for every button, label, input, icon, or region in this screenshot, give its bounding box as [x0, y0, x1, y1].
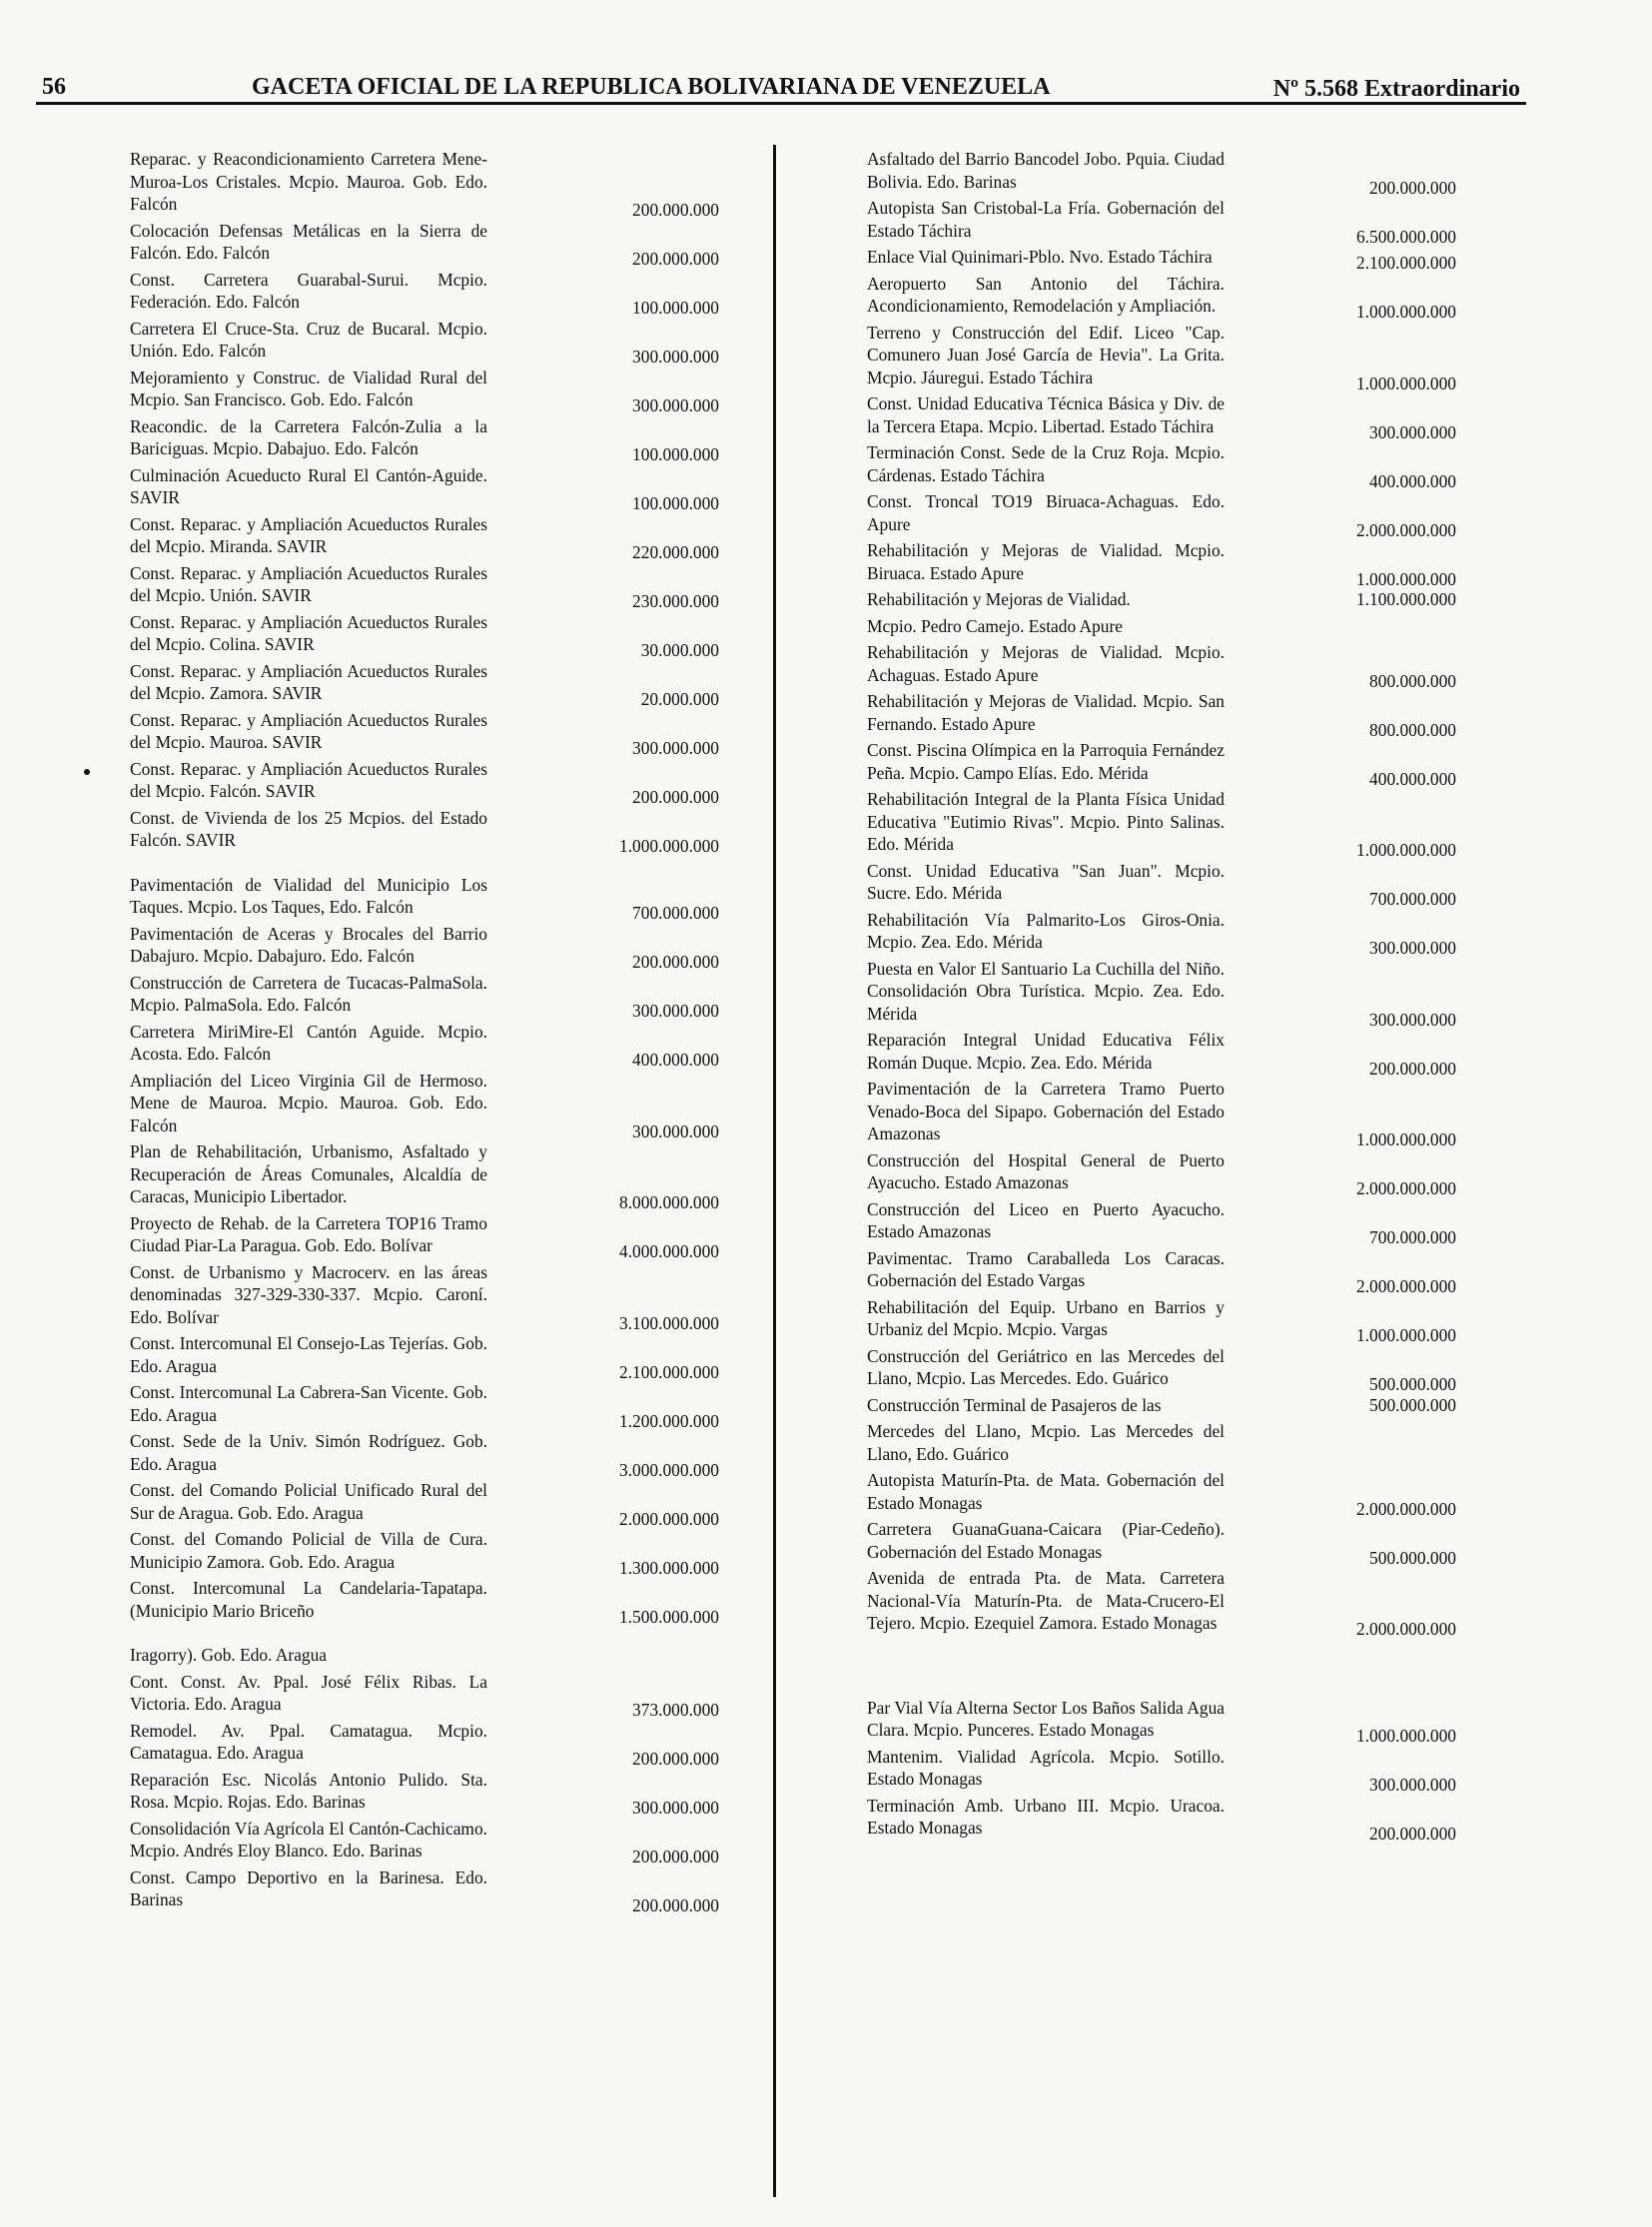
entry-amount: 2.100.000.000 [619, 1361, 719, 1382]
column-divider [773, 145, 776, 2197]
entry-description: Const. Reparac. y Ampliación Acueductos Rurales del Mcpio. Zamora. SAVIR [130, 660, 487, 703]
entry-amount: 300.000.000 [1369, 1775, 1456, 1795]
margin-mark [84, 769, 90, 775]
entry-amount: 20.000.000 [640, 689, 719, 709]
entry-description: Const. del Comando Policial Unificado Rural del Sur de Aragua. Gob. Edo. Aragua [130, 1480, 487, 1523]
budget-entry [130, 148, 719, 220]
entry-amount: 3.100.000.000 [619, 1312, 719, 1333]
budget-entry [130, 1528, 719, 1578]
budget-entry [130, 1769, 719, 1818]
entry-description: Terminación Const. Sede de la Cruz Roja. Mcpio. Cárdenas. Estado Táchira [867, 442, 1225, 485]
entry-amount: 300.000.000 [632, 347, 719, 367]
entry-amount: 1.000.000.000 [619, 836, 719, 856]
entry-amount: 200.000.000 [1369, 177, 1456, 198]
right-column [867, 148, 1456, 1844]
entry-amount: 700.000.000 [632, 903, 719, 923]
entry-description: Rehabilitación Vía Palmarito-Los Giros-Onia. Mcpio. Zea. Edo. Mérida [867, 909, 1225, 952]
publication-title: GACETA OFICIAL DE LA REPUBLICA BOLIVARIANA DE VENEZUELA [252, 74, 1051, 100]
page-number: 56 [42, 74, 66, 100]
entry-description: Const. de Vivienda de los 25 Mcpios. del Estado Falcón. SAVIR [130, 807, 487, 850]
entry-amount: 100.000.000 [632, 493, 719, 513]
entry-amount: 1.100.000.000 [1356, 589, 1456, 609]
budget-entry [130, 1866, 719, 1915]
entry-description: Const. Unidad Educativa "San Juan". Mcpio. Sucre. Edo. Mérida [867, 860, 1225, 903]
entry-description: Plan de Rehabilitación, Urbanismo, Asfaltado y Recuperación de Áreas Comunales, Alcaldía de Caracas, Municipio Libertador. [130, 1141, 487, 1206]
entry-amount: 2.000.000.000 [1356, 1498, 1456, 1519]
entry-amount: 200.000.000 [632, 1749, 719, 1769]
budget-entry [130, 874, 719, 923]
entry-amount: 2.000.000.000 [1356, 1276, 1456, 1296]
budget-entry [867, 615, 1456, 638]
budget-entry [867, 1149, 1456, 1198]
budget-entry [867, 641, 1456, 691]
entry-amount: 1.200.000.000 [619, 1410, 719, 1431]
issue-number: Nº 5.568 Extraordinario [1272, 76, 1520, 102]
entry-description: Carretera GuanaGuana-Caicara (Piar-Cedeño). Gobernación del Estado Monagas [867, 1519, 1225, 1562]
entry-amount: 400.000.000 [1369, 768, 1456, 789]
budget-entry [867, 958, 1456, 1030]
entry-description: Construcción Terminal de Pasajeros de las [867, 1394, 1162, 1415]
budget-entry [867, 1469, 1456, 1519]
entry-amount: 2.000.000.000 [619, 1508, 719, 1529]
entry-amount: 300.000.000 [1369, 421, 1456, 442]
budget-entry [867, 1567, 1456, 1639]
entry-amount: 100.000.000 [632, 298, 719, 318]
budget-entry [867, 1345, 1456, 1394]
entry-description: Rehabilitación y Mejoras de Vialidad. Mcpio. Biruaca. Estado Apure [867, 540, 1225, 583]
budget-entry [130, 1644, 719, 1667]
entry-description: Rehabilitación Integral de la Planta Física Unidad Educativa "Eutimio Rivas". Mcpio. Pinto Salinas. Edo. Mérida [867, 789, 1225, 854]
entry-amount: 1.000.000.000 [1356, 302, 1456, 322]
budget-entry [867, 860, 1456, 909]
entry-description: Const. Intercomunal El Consejo-Las Tejerías. Gob. Edo. Aragua [130, 1333, 487, 1376]
entry-amount: 200.000.000 [632, 952, 719, 972]
budget-entry [130, 1212, 719, 1261]
entry-description: Const. del Comando Policial de Villa de Cura. Municipio Zamora. Gob. Edo. Aragua [130, 1529, 487, 1572]
entry-amount: 300.000.000 [1369, 938, 1456, 958]
budget-entry [130, 1479, 719, 1529]
entry-amount: 500.000.000 [1369, 1547, 1456, 1568]
entry-amount: 1.300.000.000 [619, 1557, 719, 1578]
budget-entry [130, 611, 719, 660]
budget-entry [867, 1420, 1456, 1465]
entry-description: Aeropuerto San Antonio del Táchira. Acondicionamiento, Remodelación y Ampliación. [867, 273, 1225, 316]
entry-amount: 2.000.000.000 [1356, 1178, 1456, 1198]
entry-amount: 400.000.000 [1369, 470, 1456, 491]
budget-entry [867, 1394, 1456, 1417]
entry-description: Construcción del Hospital General de Puerto Ayacucho. Estado Amazonas [867, 1149, 1225, 1192]
entry-description: Pavimentación de Vialidad del Municipio Los Taques. Mcpio. Los Taques, Edo. Falcón [130, 874, 487, 917]
entry-description: Const. Reparac. y Ampliación Acueductos Rurales del Mcpio. Falcón. SAVIR [130, 758, 487, 801]
entry-amount: 2.000.000.000 [1356, 519, 1456, 540]
budget-entry [867, 588, 1456, 611]
entry-amount: 200.000.000 [1369, 1058, 1456, 1079]
entry-amount: 700.000.000 [1369, 1227, 1456, 1247]
budget-entry [130, 923, 719, 972]
entry-description: Par Vial Vía Alterna Sector Los Baños Salida Agua Clara. Mcpio. Punceres. Estado Monagas [867, 1697, 1225, 1740]
budget-entry [130, 269, 719, 318]
entry-description: Pavimentación de la Carretera Tramo Puerto Venado-Boca del Sipapo. Gobernación del Estado Amazonas [867, 1079, 1225, 1143]
entry-description: Proyecto de Rehab. de la Carretera TOP16 Tramo Ciudad Piar-La Paragua. Gob. Edo. Bolívar [130, 1212, 487, 1255]
entry-amount: 4.000.000.000 [619, 1241, 719, 1261]
entry-amount: 1.000.000.000 [1356, 1129, 1456, 1149]
entry-description: Const. Intercomunal La Cabrera-San Vicente. Gob. Edo. Aragua [130, 1382, 487, 1425]
budget-entry [130, 1021, 719, 1070]
entry-description: Asfaltado del Barrio Bancodel Jobo. Pquia. Ciudad Bolivia. Edo. Barinas [867, 149, 1225, 192]
entry-description: Reparac. y Reacondicionamiento Carretera Mene-Muroa-Los Cristales. Mcpio. Mauroa. Gob. Edo. Falcón [130, 149, 487, 214]
budget-entry [867, 539, 1456, 589]
entry-amount: 400.000.000 [632, 1050, 719, 1070]
budget-entry [867, 788, 1456, 860]
budget-entry [867, 148, 1456, 198]
entry-amount: 300.000.000 [632, 1798, 719, 1818]
entry-amount: 300.000.000 [632, 738, 719, 758]
budget-entry [130, 709, 719, 758]
budget-entry [867, 1697, 1456, 1746]
left-column [130, 148, 719, 1915]
entry-description: Avenida de entrada Pta. de Mata. Carretera Nacional-Vía Maturín-Pta. de Mata-Crucero-El Tejero. Mcpio. Ezequiel Zamora. Estado Monagas [867, 1568, 1225, 1633]
budget-entry [130, 318, 719, 367]
entry-amount: 200.000.000 [632, 1895, 719, 1915]
budget-entry [130, 758, 719, 807]
budget-entry [130, 1430, 719, 1480]
entry-description: Carretera MiriMire-El Cantón Aguide. Mcpio. Acosta. Edo. Falcón [130, 1021, 487, 1064]
budget-entry [130, 562, 719, 611]
budget-entry [867, 909, 1456, 958]
budget-entry [130, 1140, 719, 1212]
budget-entry [130, 367, 719, 415]
budget-entry [867, 690, 1456, 740]
entry-amount: 200.000.000 [632, 249, 719, 269]
entry-description: Iragorry). Gob. Edo. Aragua [130, 1645, 328, 1665]
entry-amount: 1.000.000.000 [1356, 1726, 1456, 1746]
entry-description: Const. Sede de la Univ. Simón Rodríguez. Gob. Edo. Aragua [130, 1431, 487, 1474]
entry-description: Rehabilitación y Mejoras de Vialidad. Mcpio. San Fernando. Estado Apure [867, 691, 1225, 734]
header-rule [36, 102, 1526, 105]
entry-amount: 200.000.000 [1369, 1824, 1456, 1844]
budget-entry [130, 1818, 719, 1866]
entry-description: Terreno y Construcción del Edif. Liceo "Cap. Comunero Juan José García de Hevia". La Grita. Mcpio. Jáuregui. Estado Táchira [867, 322, 1225, 387]
budget-entry [130, 513, 719, 562]
entry-description: Autopista Maturín-Pta. de Mata. Gobernación del Estado Monagas [867, 1470, 1225, 1513]
entry-description: Reparación Esc. Nicolás Antonio Pulido. Sta. Rosa. Mcpio. Rojas. Edo. Barinas [130, 1769, 487, 1812]
budget-entry [867, 1746, 1456, 1795]
entry-description: Mantenim. Vialidad Agrícola. Mcpio. Sotillo. Estado Monagas [867, 1746, 1225, 1789]
entry-description: Terminación Amb. Urbano III. Mcpio. Uracoa. Estado Monagas [867, 1795, 1225, 1838]
entry-description: Ampliación del Liceo Virginia Gil de Hermoso. Mene de Mauroa. Mcpio. Mauroa. Gob. Edo. Falcón [130, 1070, 487, 1135]
budget-entry [130, 972, 719, 1021]
budget-entry [130, 1070, 719, 1141]
budget-entry [130, 415, 719, 464]
entry-amount: 800.000.000 [1369, 719, 1456, 740]
entry-amount: 1.000.000.000 [1356, 568, 1456, 589]
budget-entry [867, 1296, 1456, 1345]
entry-description: Reparación Integral Unidad Educativa Félix Román Duque. Mcpio. Zea. Edo. Mérida [867, 1030, 1225, 1073]
entry-description: Rehabilitación y Mejoras de Vialidad. Mcpio. Achaguas. Estado Apure [867, 642, 1225, 685]
entry-description: Mejoramiento y Construc. de Vialidad Rural del Mcpio. San Francisco. Gob. Edo. Falcón [130, 367, 487, 409]
entry-description: Construcción del Liceo en Puerto Ayacucho. Estado Amazonas [867, 1198, 1225, 1241]
budget-entry [867, 246, 1456, 273]
budget-entry [130, 660, 719, 709]
entry-amount: 1.000.000.000 [1356, 840, 1456, 860]
budget-entry [130, 1261, 719, 1333]
entry-description: Carretera El Cruce-Sta. Cruz de Bucaral. Mcpio. Unión. Edo. Falcón [130, 318, 487, 361]
entry-amount: 700.000.000 [1369, 889, 1456, 909]
entry-description: Construcción del Geriátrico en las Mercedes del Llano, Mcpio. Las Mercedes. Edo. Guárico [867, 1345, 1225, 1388]
entry-description: Const. Troncal TO19 Biruaca-Achaguas. Edo. Apure [867, 491, 1225, 534]
budget-entry [867, 1078, 1456, 1149]
budget-entry [867, 739, 1456, 789]
entry-description: Rehabilitación y Mejoras de Vialidad. [867, 589, 1131, 609]
entry-description: Colocación Defensas Metálicas en la Sierra de Falcón. Edo. Falcón [130, 220, 487, 263]
budget-entry [867, 322, 1456, 393]
budget-entry [867, 392, 1456, 442]
budget-entry [130, 464, 719, 513]
entry-description: Cont. Const. Av. Ppal. José Félix Ribas. La Victoria. Edo. Aragua [130, 1671, 487, 1714]
budget-entry [867, 1795, 1456, 1844]
entry-amount: 3.000.000.000 [619, 1459, 719, 1480]
entry-amount: 2.000.000.000 [1356, 1619, 1456, 1639]
entry-amount: 500.000.000 [1369, 1374, 1456, 1394]
budget-entry [130, 220, 719, 269]
entry-description: Const. Campo Deportivo en la Barinesa. Edo. Barinas [130, 1866, 487, 1909]
entry-description: Const. Reparac. y Ampliación Acueductos Rurales del Mcpio. Colina. SAVIR [130, 611, 487, 654]
entry-description: Const. Carretera Guarabal-Surui. Mcpio. Federación. Edo. Falcón [130, 269, 487, 312]
budget-entry [130, 1671, 719, 1720]
entry-description: Autopista San Cristobal-La Fría. Gobernación del Estado Táchira [867, 198, 1225, 241]
budget-entry [130, 1332, 719, 1382]
entry-description: Pavimentación de Aceras y Brocales del Barrio Dabajuro. Mcpio. Dabajuro. Edo. Falcón [130, 923, 487, 966]
entry-amount: 30.000.000 [640, 640, 719, 660]
budget-entry [867, 1518, 1456, 1568]
entry-amount: 100.000.000 [632, 444, 719, 464]
entry-amount: 1.500.000.000 [619, 1606, 719, 1627]
entry-description: Reacondic. de la Carretera Falcón-Zulia a la Bariciguas. Mcpio. Dabajuo. Edo. Falcón [130, 415, 487, 458]
entry-amount: 230.000.000 [632, 591, 719, 611]
page-header [36, 70, 1526, 104]
entry-description: Const. Intercomunal La Candelaria-Tapatapa. (Municipio Mario Briceño [130, 1578, 487, 1621]
entry-description: Consolidación Vía Agrícola El Cantón-Cachicamo. Mcpio. Andrés Eloy Blanco. Edo. Barinas [130, 1818, 487, 1860]
budget-entry [130, 1720, 719, 1769]
entry-amount: 200.000.000 [632, 200, 719, 220]
entry-description: Culminación Acueducto Rural El Cantón-Aguide. SAVIR [130, 464, 487, 507]
entry-amount: 6.500.000.000 [1356, 226, 1456, 247]
entry-amount: 300.000.000 [632, 1120, 719, 1141]
entry-amount: 300.000.000 [632, 395, 719, 415]
entry-description: Const. Reparac. y Ampliación Acueductos Rurales del Mcpio. Unión. SAVIR [130, 562, 487, 605]
budget-entry [867, 1029, 1456, 1079]
entry-amount: 300.000.000 [1369, 1009, 1456, 1030]
entry-description: Construcción de Carretera de Tucacas-PalmaSola. Mcpio. PalmaSola. Edo. Falcón [130, 972, 487, 1015]
budget-entry [130, 1577, 719, 1627]
budget-entry [867, 197, 1456, 247]
entry-amount: 220.000.000 [632, 542, 719, 562]
budget-entry [867, 490, 1456, 540]
entry-amount: 1.000.000.000 [1356, 1325, 1456, 1345]
entry-description: Puesta en Valor El Santuario La Cuchilla del Niño. Consolidación Obra Turística. Mcpio. Zea. Edo. Mérida [867, 958, 1225, 1024]
entry-amount: 800.000.000 [1369, 670, 1456, 691]
entry-description: Const. Reparac. y Ampliación Acueductos Rurales del Mcpio. Mauroa. SAVIR [130, 709, 487, 752]
entry-amount: 300.000.000 [632, 1001, 719, 1021]
budget-entry [867, 1198, 1456, 1247]
budget-entry [130, 1381, 719, 1431]
entry-description: Remodel. Av. Ppal. Camatagua. Mcpio. Camatagua. Edo. Aragua [130, 1720, 487, 1763]
budget-entry [867, 441, 1456, 491]
entry-description: Mercedes del Llano, Mcpio. Las Mercedes del Llano, Edo. Guárico [867, 1421, 1225, 1464]
entry-amount: 200.000.000 [632, 1847, 719, 1866]
entry-description: Const. Unidad Educativa Técnica Básica y Div. de la Tercera Etapa. Mcpio. Libertad. Estado Táchira [867, 393, 1225, 436]
entry-amount: 8.000.000.000 [619, 1192, 719, 1212]
entry-amount: 200.000.000 [632, 787, 719, 807]
entry-description: Pavimentac. Tramo Caraballeda Los Caracas. Gobernación del Estado Vargas [867, 1247, 1225, 1290]
entry-description: Rehabilitación del Equip. Urbano en Barrios y Urbaniz del Mcpio. Mcpio. Vargas [867, 1296, 1225, 1339]
budget-entry [867, 1247, 1456, 1296]
budget-entry [867, 273, 1456, 322]
entry-amount: 500.000.000 [1369, 1394, 1456, 1415]
entry-description: Enlace Vial Quinimari-Pblo. Nvo. Estado Táchira [867, 247, 1213, 267]
entry-description: Const. Reparac. y Ampliación Acueductos Rurales del Mcpio. Miranda. SAVIR [130, 513, 487, 556]
entry-description: Mcpio. Pedro Camejo. Estado Apure [867, 615, 1123, 636]
entry-description: Const. Piscina Olímpica en la Parroquia Fernández Peña. Mcpio. Campo Elías. Edo. Mérida [867, 740, 1225, 783]
budget-entry [130, 807, 719, 856]
entry-amount: 1.000.000.000 [1356, 372, 1456, 393]
entry-description: Const. de Urbanismo y Macrocerv. en las áreas denominadas 327-329-330-337. Mcpio. Caroní. Edo. Bolívar [130, 1261, 487, 1327]
entry-amount: 373.000.000 [632, 1700, 719, 1720]
entry-amount: 2.100.000.000 [1356, 253, 1456, 273]
